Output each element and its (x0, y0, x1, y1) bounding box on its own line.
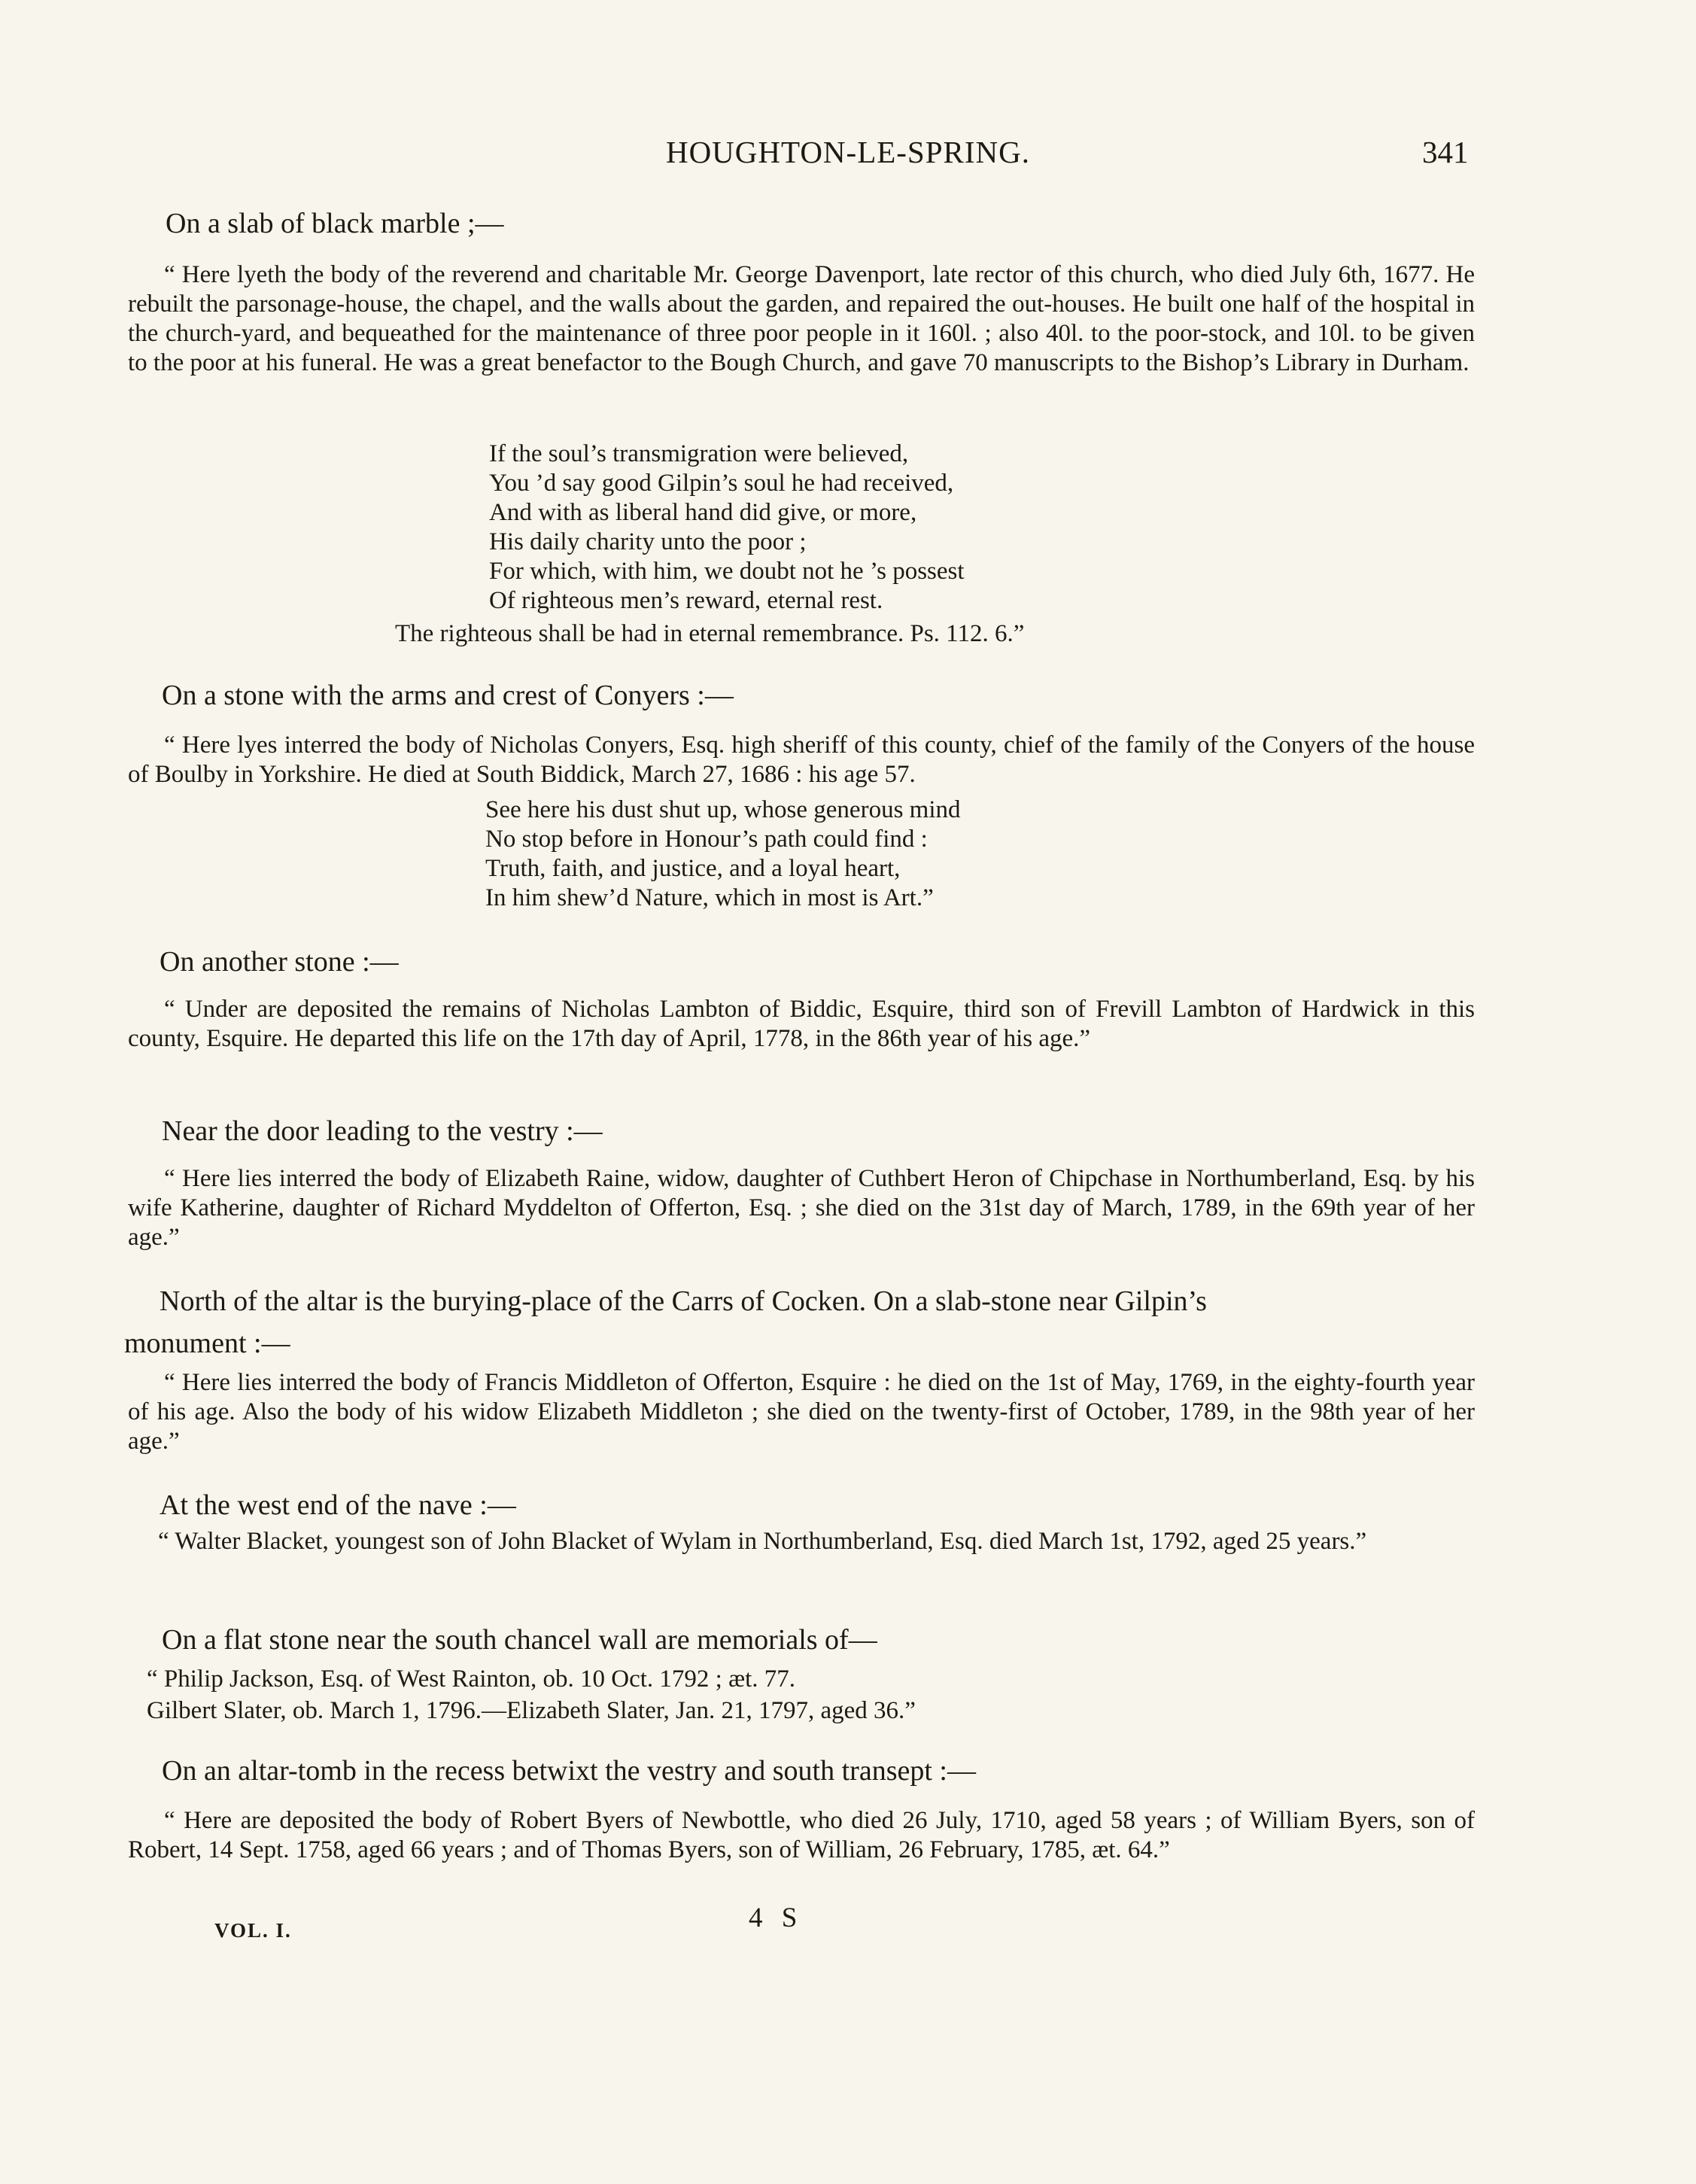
memorial-line: “ Philip Jackson, Esq. of West Rainton, ob. 10 Oct. 1792 ; æt. 77. (147, 1665, 796, 1693)
inscription-byers: “ Here are deposited the body of Robert Byers of Newbottle, who died 26 July, 1710, aged 58 years ; of William Byers, son of Robert, 14 Sept. 1758, aged 66 years ; and of Thomas Byers, son of William, 26 February, 1785, æt. 64.” (128, 1807, 1475, 1863)
verse-line: No stop before in Honour’s path could find : (485, 826, 928, 853)
verse-line: Truth, faith, and justice, and a loyal heart, (485, 855, 901, 882)
inscription-raine: “ Here lies interred the body of Elizabeth Raine, widow, daughter of Cuthbert Heron of Chipchase in Northumberland, Esq. by his wife Katherine, daughter of Richard Myddelton of Offerton, Esq. ; she died on the 31st day of March, 1789, in the 69th year of her age.” (128, 1165, 1475, 1251)
inscription-davenport: “ Here lyeth the body of the reverend and charitable Mr. George Davenport, late rector of this church, who died July 6th, 1677. He rebuilt the parsonage-house, the chapel, and the walls about the garden, and repaired the out-houses. He built one half of the hospital in the church-yard, and bequeathed for the maintenance of three poor people in it 160l. ; also 40l. to the poor-stock, and 10l. to be given to the poor at his funeral. He was a great benefactor to the Bough Church, and gave 70 manuscripts to the Bishop’s Library in Durham. (128, 261, 1475, 376)
section-heading-carrs: North of the altar is the burying-place of the Carrs of Cocken. On a slab-stone near Gilpin’s (160, 1285, 1207, 1317)
footer-volume: VOL. I. (214, 1919, 292, 1942)
section-heading-altar-tomb: On an altar-tomb in the recess betwixt the vestry and south transept :— (162, 1755, 976, 1787)
section-heading-vestry-door: Near the door leading to the vestry :— (162, 1115, 603, 1147)
verse-line: In him shew’d Nature, which in most is Art.” (485, 884, 934, 911)
section-heading-west-nave: At the west end of the nave :— (160, 1489, 516, 1521)
verse-line: Of righteous men’s reward, eternal rest. (489, 587, 883, 614)
section-heading-conyers: On a stone with the arms and crest of Conyers :— (162, 680, 734, 711)
memorial-line: Gilbert Slater, ob. March 1, 1796.—Elizabeth Slater, Jan. 21, 1797, aged 36.” (147, 1697, 916, 1724)
section-heading-another-stone: On another stone :— (160, 946, 399, 978)
verse-gilpin (489, 440, 965, 616)
section-heading-carrs-cont: monument :— (124, 1328, 290, 1359)
verse-line: And with as liberal hand did give, or more, (489, 499, 917, 526)
verse-line: His daily charity unto the poor ; (489, 528, 807, 555)
section-heading-flat-stone: On a flat stone near the south chancel wall are memorials of— (162, 1624, 877, 1656)
inscription-conyers: “ Here lyes interred the body of Nicholas Conyers, Esq. high sheriff of this county, chief of the family of the Conyers of the house of Boulby in Yorkshire. He died at South Biddick, March 27, 1686 : his age 57. (128, 732, 1475, 788)
running-title: HOUGHTON-LE-SPRING. (665, 135, 1031, 169)
memorial-lines-jackson-slater (147, 1663, 916, 1726)
inscription-middleton: “ Here lies interred the body of Francis Middleton of Offerton, Esquire : he died on the 1st of May, 1769, in the eighty-fourth year of his age. Also the body of his widow Elizabeth Middleton ; she died on the twenty-first of October, 1789, in the 98th year of her age.” (128, 1369, 1475, 1455)
page-number: 341 (1422, 135, 1469, 169)
closing-psalm: The righteous shall be had in eternal remembrance. Ps. 112. 6.” (395, 620, 1025, 647)
verse-conyers (485, 795, 961, 913)
inscription-lambton: “ Under are deposited the remains of Nicholas Lambton of Biddic, Esquire, third son of Frevill Lambton of Hardwick in this county, Esquire. He departed this life on the 17th day of April, 1778, in the 86th year of his age.” (128, 996, 1475, 1052)
verse-line: For which, with him, we doubt not he ’s possest (489, 558, 965, 585)
section-heading-black-marble: On a slab of black marble ;— (166, 208, 504, 239)
inscription-blacket: “ Walter Blacket, youngest son of John Blacket of Wylam in Northumberland, Esq. died March 1st, 1792, aged 25 years.” (158, 1528, 1367, 1555)
footer-signature-mark: 4 S (749, 1903, 804, 1933)
verse-line: You ’d say good Gilpin’s soul he had received, (489, 470, 954, 497)
verse-line: If the soul’s transmigration were believed, (489, 440, 909, 467)
verse-line: See here his dust shut up, whose generous mind (485, 796, 961, 823)
